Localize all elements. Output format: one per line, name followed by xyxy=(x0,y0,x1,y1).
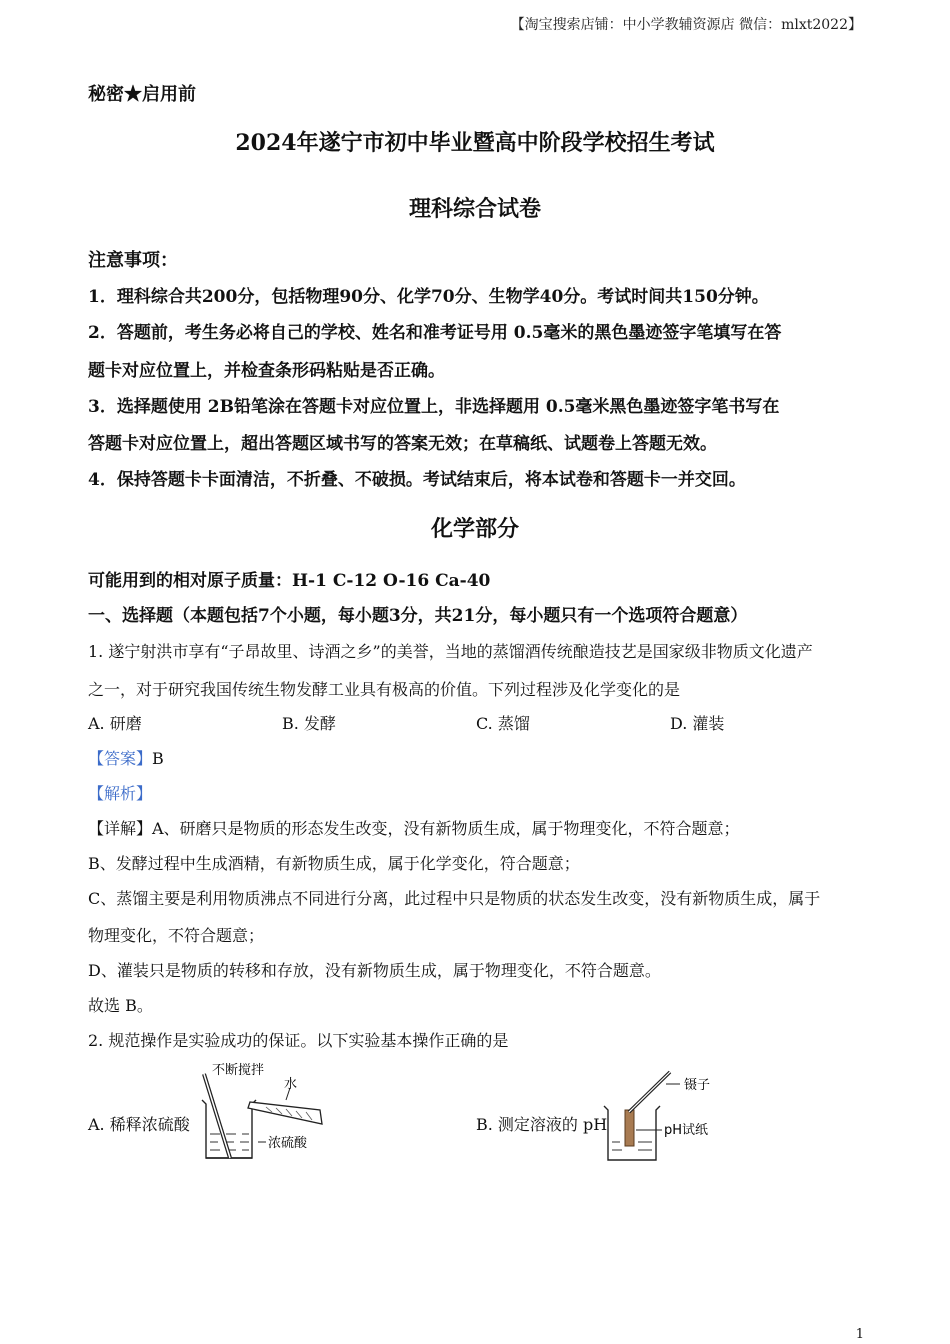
q1-detail-3: C、蒸馏主要是利用物质沸点不同进行分离，此过程中只是物质的状态发生改变，没有新物质生成，属于 xyxy=(88,889,821,908)
ph-test-figure xyxy=(600,1068,730,1166)
dilute-acid-figure xyxy=(196,1058,346,1166)
note-item-4: 4．保持答题卡卡面清洁，不折叠、不破损。考试结束后，将本试卷和答题卡一并交回。 xyxy=(88,470,746,490)
section-title: 化学部分 xyxy=(430,516,519,542)
secret-label: 秘密★启用前 xyxy=(88,84,196,105)
header-note: 【淘宝搜索店铺：中小学教辅资源店 微信：mlxt2022】 xyxy=(510,17,862,33)
q1-answer xyxy=(88,746,164,769)
q1-option-d: D. 灌装 xyxy=(670,714,725,733)
fig-label-ph-paper: pH试纸 xyxy=(664,1123,709,1138)
page-number: 1 xyxy=(855,1327,864,1342)
note-item-1: 1．理科综合共200分，包括物理90分、化学70分、生物学40分。考试时间共150分钟。 xyxy=(88,287,769,307)
atomic-mass-line: 可能用到的相对原子质量：H-1 C-12 O-16 Ca-40 xyxy=(88,571,491,591)
part1-title: 一、选择题（本题包括7个小题，每小题3分，共21分，每小题只有一个选项符合题意） xyxy=(88,606,748,626)
q1-detail-4: D、灌装只是物质的转移和存放，没有新物质生成，属于物理变化，不符合题意。 xyxy=(88,961,661,980)
q1-stem-line2: 之一，对于研究我国传统生物发酵工业具有极高的价值。下列过程涉及化学变化的是 xyxy=(88,680,681,699)
note-item-2-cont: 题卡对应位置上，并检查条形码粘贴是否正确。 xyxy=(88,361,445,381)
q1-detail-1: 【详解】A、研磨只是物质的形态发生改变，没有新物质生成，属于物理变化，不符合题意； xyxy=(88,819,740,838)
q2-stem: 2. 规范操作是实验成功的保证。以下实验基本操作正确的是 xyxy=(88,1031,509,1050)
q2-option-a: A. 稀释浓硫酸 xyxy=(88,1115,190,1134)
q1-detail-2: B、发酵过程中生成酒精，有新物质生成，属于化学变化，符合题意； xyxy=(88,854,580,873)
answer-tag: 【答案】 xyxy=(88,749,153,768)
q1-option-b: B. 发酵 xyxy=(282,714,336,733)
q1-option-c: C. 蒸馏 xyxy=(476,714,530,733)
note-item-3: 3．选择题使用 2B铅笔涂在答题卡对应位置上，非选择题用 0.5毫米黑色墨迹签字笔书写在 xyxy=(88,397,780,417)
q1-option-a: A. 研磨 xyxy=(88,714,142,733)
fig-label-stir: 不断搅拌 xyxy=(212,1063,265,1078)
analysis-tag: 【解析】 xyxy=(88,784,153,803)
note-item-3-cont: 答题卡对应位置上，超出答题区域书写的答案无效；在草稿纸、试题卷上答题无效。 xyxy=(88,434,717,454)
note-item-2: 2．答题前，考生务必将自己的学校、姓名和准考证号用 0.5毫米的黑色墨迹签字笔填写在答 xyxy=(88,323,782,343)
paper-title: 理科综合试卷 xyxy=(408,196,541,222)
notes-heading: 注意事项： xyxy=(88,250,178,271)
fig-label-tweezers: 镊子 xyxy=(684,1078,711,1093)
q2-option-b: B. 测定溶液的 pH xyxy=(476,1115,608,1134)
q1-detail-3-cont: 物理变化，不符合题意； xyxy=(88,926,265,945)
q1-stem-line1: 1. 遂宁射洪市享有“子昂故里、诗酒之乡”的美誉，当地的蒸馏酒传统酿造技艺是国家级非物质文化遗产 xyxy=(88,642,813,661)
answer-value: B xyxy=(152,749,164,768)
q1-detail-5: 故选 B。 xyxy=(88,996,153,1015)
exam-title: 2024年遂宁市初中毕业暨高中阶段学校招生考试 xyxy=(235,130,715,156)
fig-label-water: 水 xyxy=(284,1077,298,1092)
fig-label-acid: 浓硫酸 xyxy=(268,1136,308,1151)
